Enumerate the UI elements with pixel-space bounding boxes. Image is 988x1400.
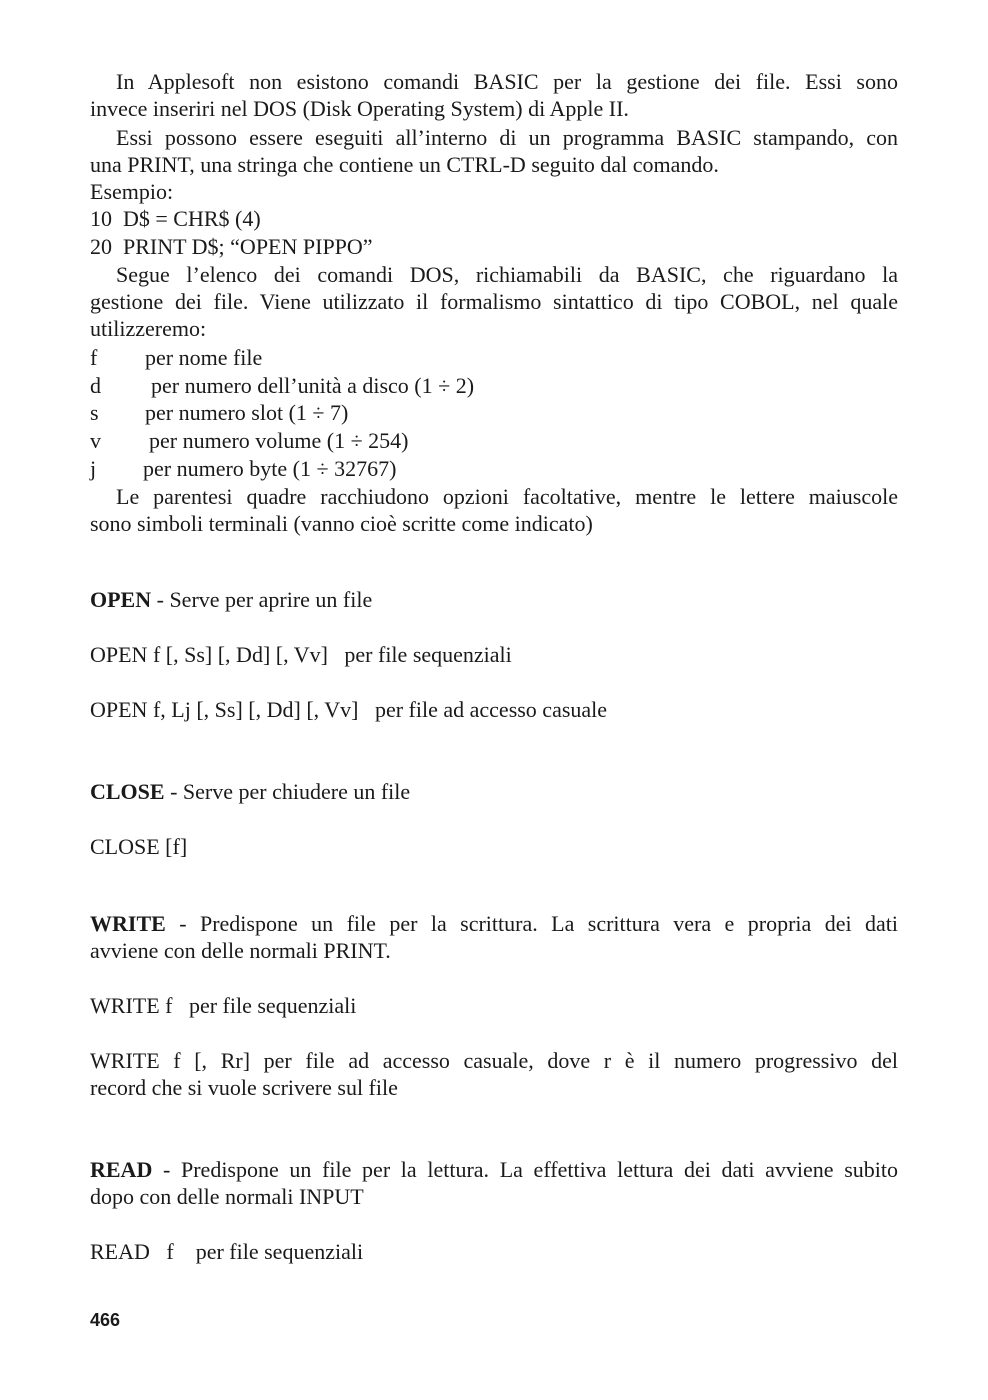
example-code-line2: 20 PRINT D$; “OPEN PIPPO” xyxy=(90,234,373,259)
read-heading-line2: dopo con delle normali INPUT xyxy=(90,1184,364,1209)
legend-description: per nome file xyxy=(145,345,263,370)
write-syntax-random-line1: WRITE f [, Rr] per file ad accesso casuale, dove r è il numero progressivo del xyxy=(90,1048,898,1073)
open-keyword: OPEN xyxy=(90,587,152,612)
open-heading xyxy=(90,586,372,614)
intro-p2-line2: una PRINT, una stringa che contiene un CTRL-D seguito dal comando. xyxy=(90,152,719,177)
intro-p1-line2: invece inseriri nel DOS (Disk Operating System) di Apple II. xyxy=(90,96,629,121)
open-description: - Serve per aprire un file xyxy=(151,587,373,612)
write-syntax-random-line2: record che si vuole scrivere sul file xyxy=(90,1075,398,1100)
legend-symbol: d xyxy=(90,373,101,398)
legend-description: per numero byte (1 ÷ 32767) xyxy=(143,456,397,481)
legend-description: per numero slot (1 ÷ 7) xyxy=(145,400,349,425)
legend-description: per numero volume (1 ÷ 254) xyxy=(149,428,409,453)
open-syntax-sequential: OPEN f [, Ss] [, Dd] [, Vv] per file sequenziali xyxy=(90,642,512,667)
example-code-line1: 10 D$ = CHR$ (4) xyxy=(90,206,261,231)
legend-symbol: s xyxy=(90,400,99,425)
intro-p3-line1: Segue l’elenco dei comandi DOS, richiamabili da BASIC, che riguardano la xyxy=(116,262,898,287)
write-syntax-sequential: WRITE f per file sequenziali xyxy=(90,993,357,1018)
notes-line2: sono simboli terminali (vanno cioè scritte come indicato) xyxy=(90,511,593,536)
close-keyword: CLOSE xyxy=(90,779,165,804)
read-description: - Predispone un file per la lettura. La effettiva lettura dei dati avviene subito xyxy=(152,1157,898,1182)
write-heading-line2: avviene con delle normali PRINT. xyxy=(90,938,391,963)
close-heading xyxy=(90,778,410,806)
example-label: Esempio: xyxy=(90,179,174,204)
close-syntax: CLOSE [f] xyxy=(90,834,188,859)
legend-symbol: v xyxy=(90,428,101,453)
write-keyword: WRITE xyxy=(90,911,166,936)
legend-description: per numero dell’unità a disco (1 ÷ 2) xyxy=(151,373,475,398)
close-description: - Serve per chiudere un file xyxy=(164,779,411,804)
legend-symbol: f xyxy=(90,345,98,370)
notes-line1: Le parentesi quadre racchiudono opzioni facoltative, mentre le lettere maiuscole xyxy=(116,484,898,509)
read-heading-line1 xyxy=(90,1156,898,1184)
read-keyword: READ xyxy=(90,1157,153,1182)
legend-symbol: j xyxy=(90,456,97,481)
intro-p3-line3: utilizzeremo: xyxy=(90,316,207,341)
read-syntax-sequential: READ f per file sequenziali xyxy=(90,1239,364,1264)
intro-p2-line1: Essi possono essere eseguiti all’interno di un programma BASIC stampando, con xyxy=(116,125,898,150)
write-heading-line1 xyxy=(90,910,898,938)
write-description: - Predispone un file per la scrittura. La scrittura vera e propria dei dati xyxy=(165,911,898,936)
intro-p3-line2: gestione dei file. Viene utilizzato il formalismo sintattico di tipo COBOL, nel quale xyxy=(90,289,898,314)
page-number: 466 xyxy=(90,1310,121,1330)
intro-p1-line1: In Applesoft non esistono comandi BASIC per la gestione dei file. Essi sono xyxy=(116,69,898,94)
open-syntax-random: OPEN f, Lj [, Ss] [, Dd] [, Vv] per file ad accesso casuale xyxy=(90,697,608,722)
